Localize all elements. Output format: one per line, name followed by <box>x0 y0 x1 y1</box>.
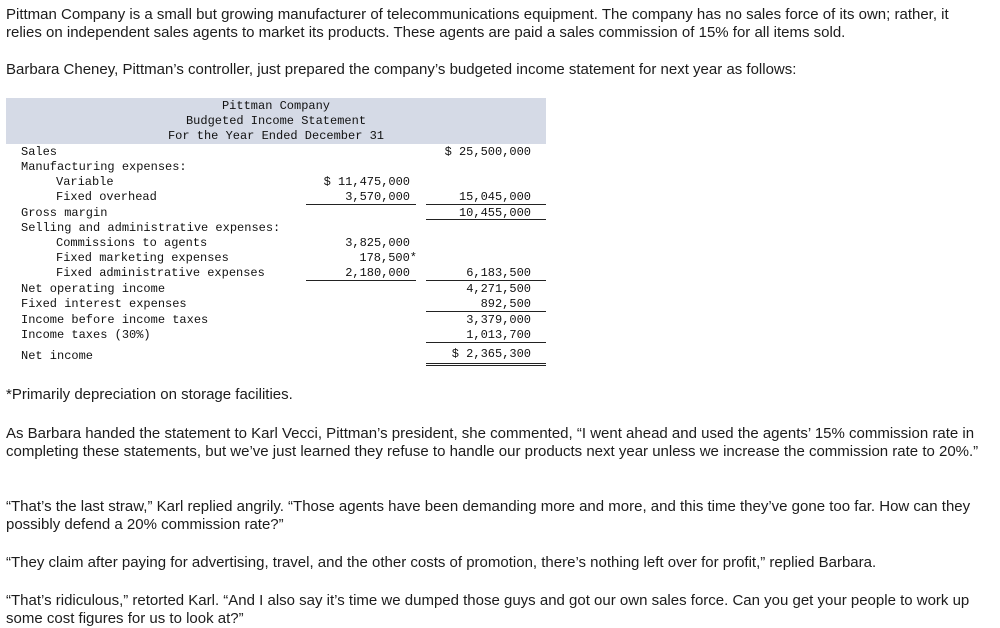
net-income-value: $ 2,365,300 <box>451 347 531 361</box>
ibt-value: 3,379,000 <box>466 313 531 327</box>
dialogue-paragraph-1: As Barbara handed the statement to Karl Vecci, Pittman’s president, she commented, “I went ahead and used the agents’ 15% commission rate in completing these statements, but we’ve just learned they refuse to handle our products next year unless we increase the commission rate to 20%.” <box>6 425 979 460</box>
noi-label: Net operating income <box>21 282 166 296</box>
footnote: *Primarily depreciation on storage facilities. <box>6 386 293 403</box>
net-income-double-rule <box>426 363 546 366</box>
sga-total-rule <box>426 280 546 281</box>
sga-label: Selling and administrative expenses: <box>21 221 281 235</box>
dialogue-paragraph-4: “That’s ridiculous,” retorted Karl. “And I also say it’s time we dumped those guys and got our own sales force. Can you get your people to work up some cost figures for us to look at?” <box>6 592 970 627</box>
fixed-marketing-label: Fixed marketing expenses <box>56 251 229 265</box>
interest-rule <box>426 311 546 312</box>
tax-label: Income taxes (30%) <box>21 328 151 342</box>
variable-value: $ 11,475,000 <box>323 175 410 189</box>
sga-subtotal-rule <box>306 280 416 281</box>
fixed-marketing-value: 178,500* <box>359 251 417 265</box>
ibt-label: Income before income taxes <box>21 313 209 327</box>
net-income-label: Net income <box>21 349 94 363</box>
commissions-label: Commissions to agents <box>56 236 208 250</box>
fixed-overhead-label: Fixed overhead <box>56 190 157 204</box>
interest-label: Fixed interest expenses <box>21 297 187 311</box>
fixed-admin-value: 2,180,000 <box>345 266 410 280</box>
variable-label: Variable <box>56 175 114 189</box>
dialogue-paragraph-2: “That’s the last straw,” Karl replied angrily. “Those agents have been demanding more and more, and this time they’ve gone too far. How can they possibly defend a 20% commission rate?” <box>6 498 971 533</box>
statement-title: Budgeted Income Statement <box>185 114 367 128</box>
sales-label: Sales <box>21 145 58 159</box>
interest-value: 892,500 <box>480 297 531 311</box>
mfg-subtotal-rule <box>306 204 416 205</box>
sales-value: $ 25,500,000 <box>444 145 531 159</box>
noi-value: 4,271,500 <box>466 282 531 296</box>
income-statement <box>6 98 546 369</box>
tax-value: 1,013,700 <box>466 328 531 342</box>
company-name: Pittman Company <box>221 99 331 113</box>
statement-period: For the Year Ended December 31 <box>167 129 385 143</box>
fixed-admin-label: Fixed administrative expenses <box>56 266 265 280</box>
mfg-total-rule <box>426 204 546 205</box>
gross-margin-rule <box>426 219 546 220</box>
mfg-expenses-label: Manufacturing expenses: <box>21 160 187 174</box>
tax-rule <box>426 342 546 343</box>
mfg-total-value: 15,045,000 <box>458 190 531 204</box>
commissions-value: 3,825,000 <box>345 236 410 250</box>
dialogue-paragraph-3: “They claim after paying for advertising, travel, and the other costs of promotion, there’s nothing left over for profit,” replied Barbara. <box>6 554 877 571</box>
statement-header <box>6 98 546 144</box>
gross-margin-label: Gross margin <box>21 206 108 220</box>
gross-margin-value: 10,455,000 <box>458 206 531 220</box>
intro-paragraph-1: Pittman Company is a small but growing manufacturer of telecommunications equipment. The company has no sales force of its own; rather, it relies on independent sales agents to market its products. These agents are paid a sales commission of 15% for all items sold. <box>6 6 949 41</box>
fixed-overhead-value: 3,570,000 <box>345 190 410 204</box>
sga-total-value: 6,183,500 <box>466 266 531 280</box>
intro-paragraph-2: Barbara Cheney, Pittman’s controller, just prepared the company’s budgeted income statement for next year as follows: <box>6 61 797 78</box>
